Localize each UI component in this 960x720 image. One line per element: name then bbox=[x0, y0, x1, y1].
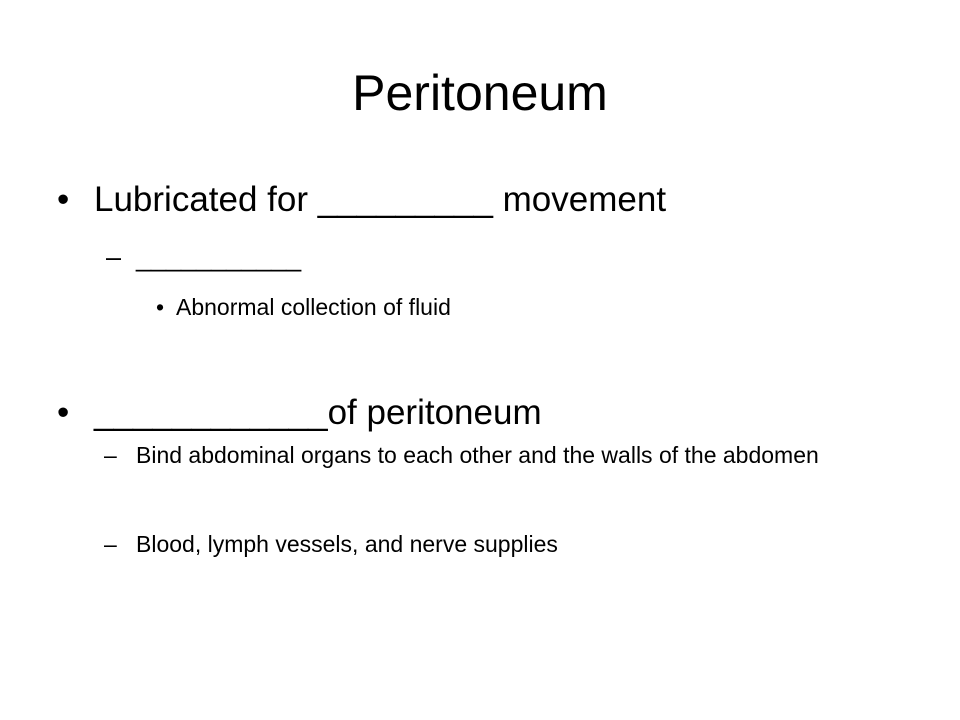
bullet-marker: • bbox=[57, 180, 70, 219]
dash-marker: – bbox=[104, 442, 117, 468]
bullet-text: ___________ bbox=[136, 242, 302, 272]
bullet-text: ____________of peritoneum bbox=[94, 393, 542, 432]
bullet-marker: • bbox=[57, 393, 70, 432]
bullet-marker: • bbox=[156, 294, 165, 320]
sub-sub-bullet-abnormal-fluid bbox=[156, 293, 451, 321]
slide-title: Peritoneum bbox=[352, 65, 608, 121]
dash-marker: – bbox=[104, 531, 117, 557]
sub-bullet-bind-organs bbox=[104, 440, 876, 470]
bullet-of-peritoneum bbox=[57, 393, 542, 433]
sub-bullet-blood-lymph bbox=[104, 529, 558, 559]
sub-bullet-blank bbox=[106, 241, 302, 273]
bullet-text: Bind abdominal organs to each other and the walls of the abdomen bbox=[136, 442, 819, 468]
bullet-lubricated bbox=[57, 180, 667, 220]
bullet-text: Lubricated for _________ movement bbox=[94, 180, 667, 219]
bullet-text: Abnormal collection of fluid bbox=[176, 294, 451, 320]
dash-marker: – bbox=[106, 242, 122, 272]
bullet-text: Blood, lymph vessels, and nerve supplies bbox=[136, 531, 558, 557]
